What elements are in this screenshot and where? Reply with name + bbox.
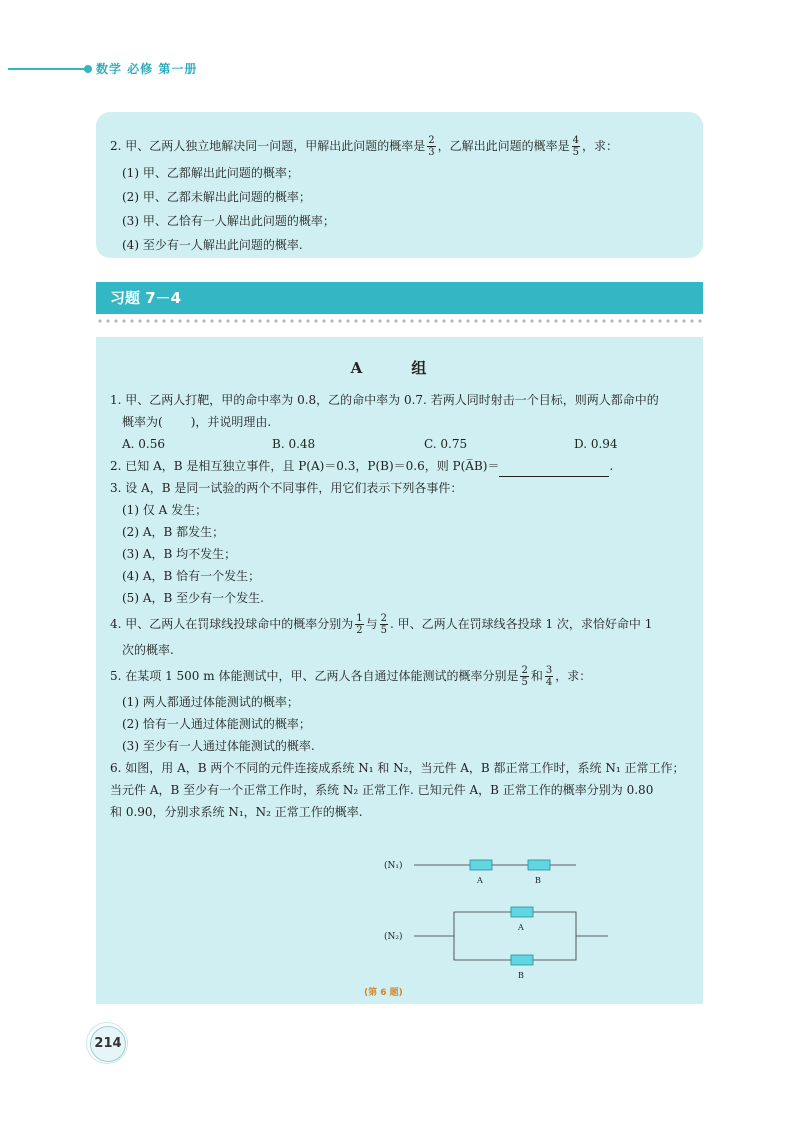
question-6-line2: 当元件 A，B 至少有一个正常工作时，系统 N₂ 正常工作. 已知元件 A，B 正常工作的概率分别为 0.80 <box>110 783 654 797</box>
list-item: (4) 至少有一人解出此问题的概率. <box>122 238 303 252</box>
answer-blank <box>499 462 609 477</box>
list-item: (2) 甲、乙都未解出此问题的概率； <box>122 190 311 204</box>
list-item: (3) 甲、乙恰有一人解出此问题的概率； <box>122 214 335 228</box>
component-a-n2 <box>511 907 533 917</box>
fraction: $\frac{4}{5}$ <box>572 135 580 158</box>
list-item: (1) 仅 A 发生； <box>122 503 208 517</box>
dotted-divider <box>96 318 703 324</box>
component-b-n2 <box>511 955 533 965</box>
list-item: (2) 恰有一人通过体能测试的概率； <box>122 717 311 731</box>
n1-label-b: B <box>535 876 541 885</box>
n1-label-a: A <box>477 876 483 885</box>
n2-label-a: A <box>518 923 524 932</box>
question-6-line3: 和 0.90，分别求系统 N₁，N₂ 正常工作的概率. <box>110 805 363 819</box>
list-item: (3) A，B 均不发生； <box>122 547 237 561</box>
question-1-options <box>110 433 689 455</box>
list-item: (1) 两人都通过体能测试的概率； <box>122 695 299 709</box>
fraction: $\frac{1}{2}$ <box>356 613 363 636</box>
header-dot <box>84 65 92 73</box>
question-3: 3. 设 A，B 是同一试验的两个不同事件，用它们表示下列各事件： <box>110 481 463 495</box>
list-item: (1) 甲、乙都解出此问题的概率； <box>122 166 299 180</box>
header-rule <box>8 68 86 70</box>
list-item: (5) A，B 至少有一个发生. <box>122 591 264 605</box>
question-2: 2. 已知 A，B 是相互独立事件，且 P(A)＝0.3，P(B)＝0.6，则 P(A̅B)＝ . <box>110 455 689 477</box>
fraction: $\frac{2}{5}$ <box>521 665 528 688</box>
list-item: (3) 至少有一人通过体能测试的概率. <box>122 739 315 753</box>
list-item: (4) A，B 恰有一个发生； <box>122 569 261 583</box>
figure-caption: (第 6 题) <box>364 988 403 998</box>
option-c: C. 0.75 <box>424 437 468 451</box>
question-6: 6. 如图，用 A，B 两个不同的元件连接成系统 N₁ 和 N₂，当元件 A，B 都正常工作时，系统 N₁ 正常工作； <box>110 761 685 775</box>
group-a-box <box>96 337 703 1004</box>
page-number: 214 <box>90 1026 126 1062</box>
component-a-n1 <box>470 860 492 870</box>
n2-label-b: B <box>518 971 524 980</box>
question-5: 5. 在某项 1 500 m 体能测试中，甲、乙两人各自通过体能测试的概率分别是 $\frac{2}{5}$ 和 $\frac{3}{4}$ ，求： <box>110 665 592 688</box>
exercise-2-box <box>96 112 703 258</box>
question-1-line2: 概率为( )，并说明理由. <box>122 415 272 429</box>
question-4-line2: 次的概率. <box>122 643 174 657</box>
circuit-diagram <box>376 849 636 999</box>
component-b-n1 <box>528 860 550 870</box>
book-title: 数学 必修 第一册 <box>96 62 198 76</box>
question-1: 1. 甲、乙两人打靶，甲的命中率为 0.8，乙的命中率为 0.7. 若两人同时射击一个目标，则两人都命中的 <box>110 393 659 407</box>
option-b: B. 0.48 <box>272 437 316 451</box>
n2-label: (N₂) <box>384 932 403 942</box>
question-4: 4. 甲、乙两人在罚球线投球命中的概率分别为 $\frac{1}{2}$ 与 $\frac{2}{5}$ . 甲、乙两人在罚球线各投球 1 次，求恰好命中 1 <box>110 613 653 636</box>
option-d: D. 0.94 <box>574 437 618 451</box>
list-item: (2) A，B 都发生； <box>122 525 225 539</box>
option-a: A. 0.56 <box>122 437 166 451</box>
n1-label: (N₁) <box>384 861 403 871</box>
parallel-circuit-n2 <box>384 907 608 980</box>
group-title: A 组 <box>350 359 449 377</box>
series-circuit-n1 <box>384 860 576 885</box>
section-title: 习题 7－4 <box>96 282 703 314</box>
fraction: $\frac{2}{5}$ <box>380 613 388 636</box>
fraction: $\frac{2}{3}$ <box>428 135 435 158</box>
exercise-2-stem: 2. 甲、乙两人独立地解决同一问题，甲解出此问题的概率是 $\frac{2}{3}$ ，乙解出此问题的概率是 $\frac{4}{5}$ ，求： <box>110 135 619 158</box>
fraction: $\frac{3}{4}$ <box>545 665 553 688</box>
